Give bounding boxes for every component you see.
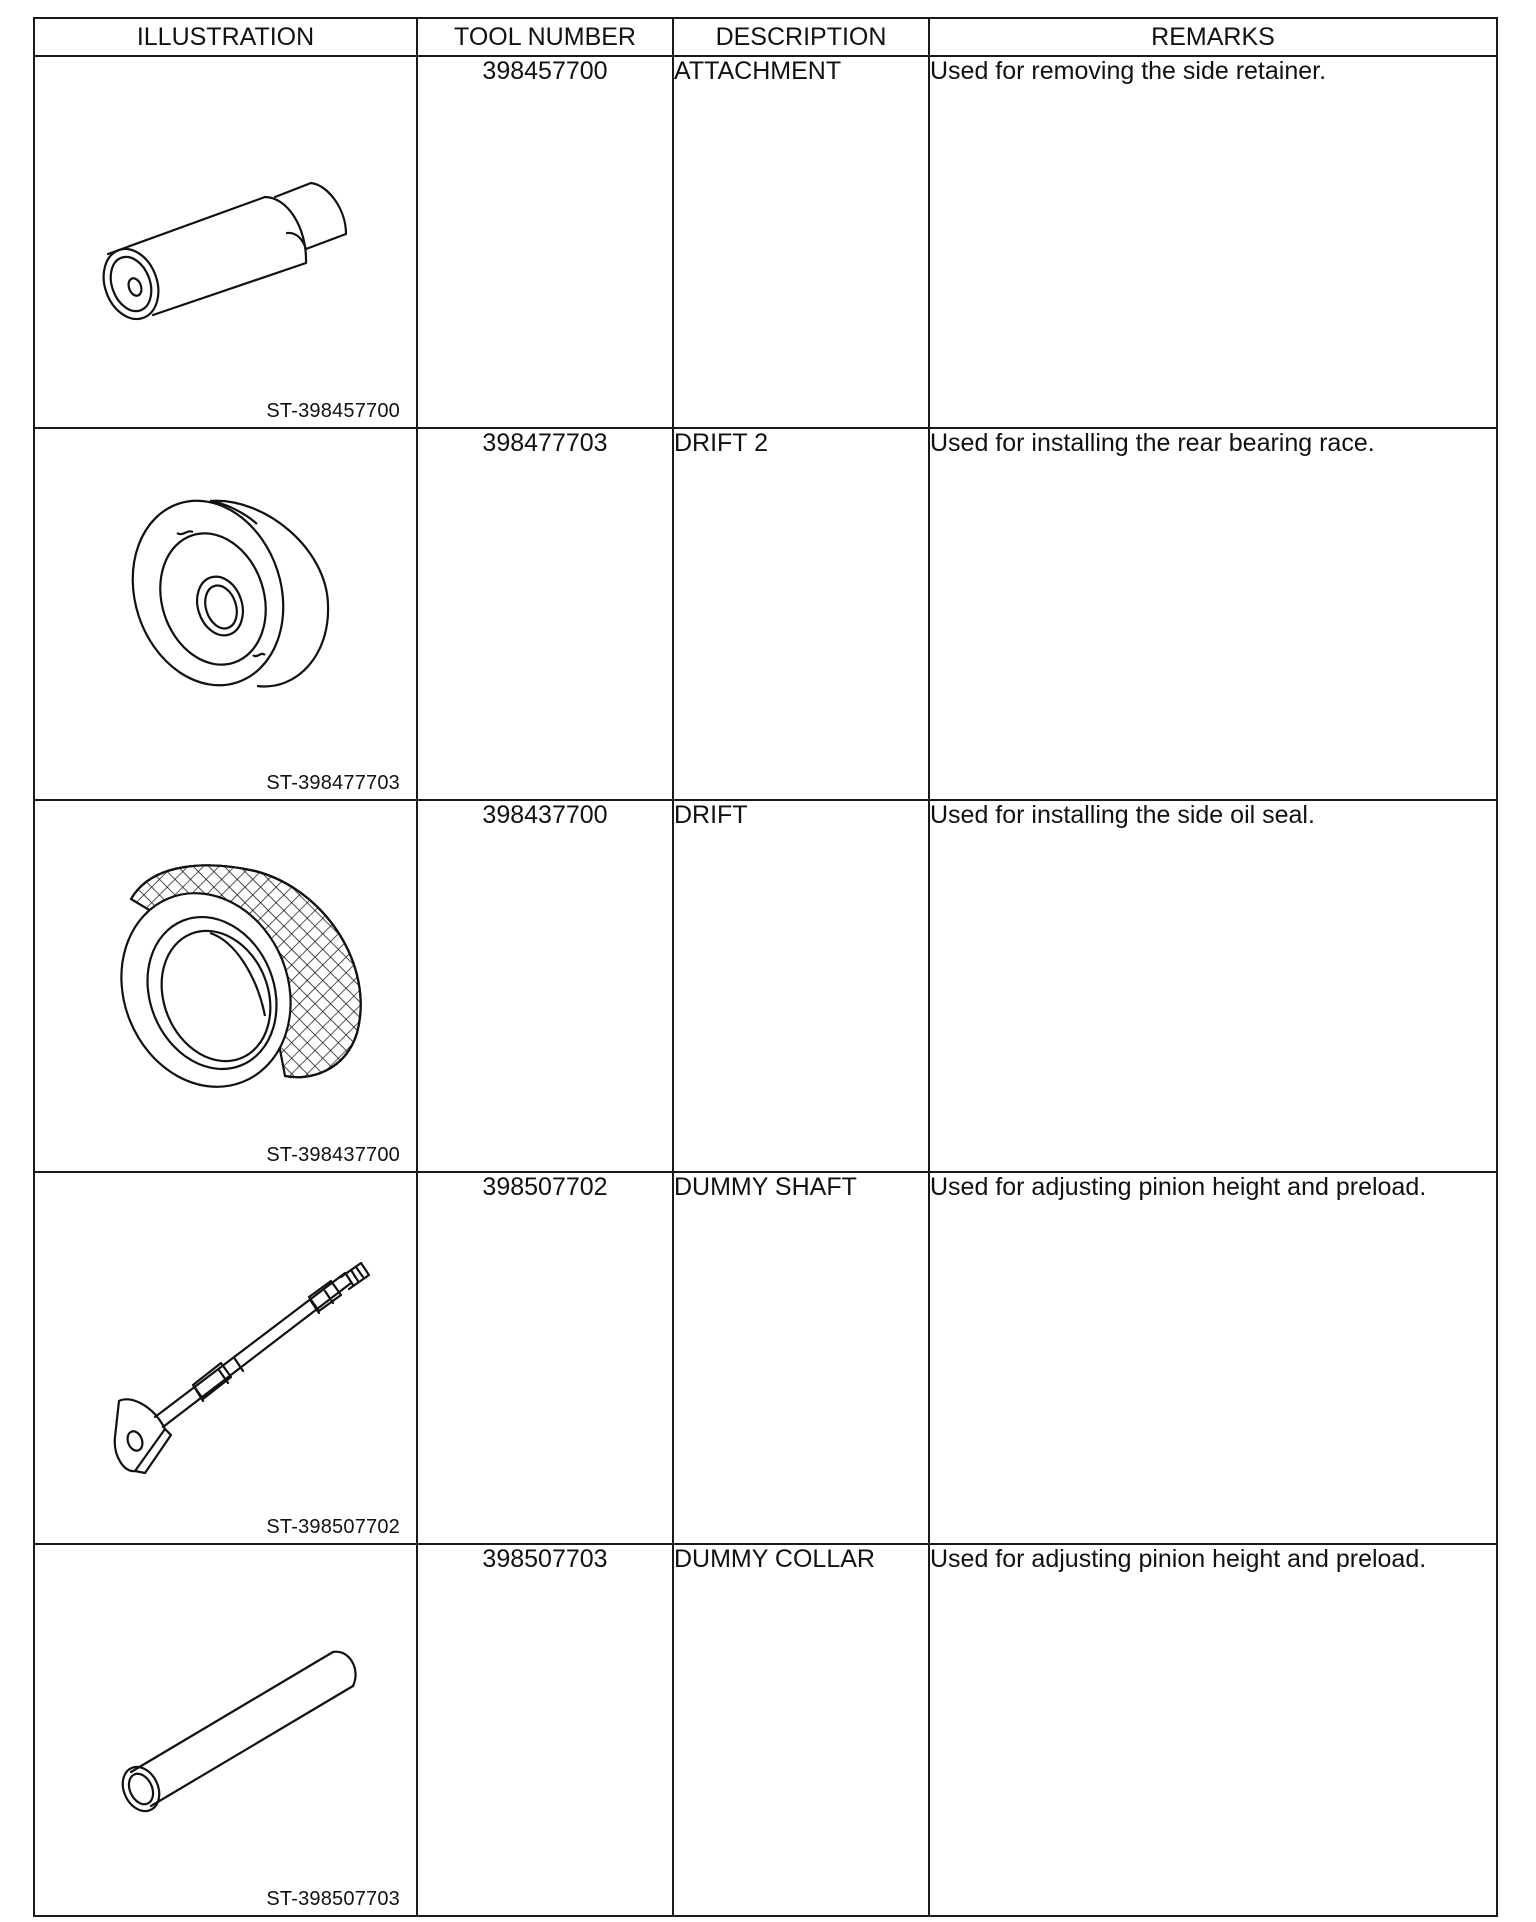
description-cell bbox=[673, 800, 929, 1172]
illustration-code: ST-398437700 bbox=[266, 1144, 400, 1166]
header-illustration: ILLUSTRATION bbox=[34, 18, 417, 56]
illustration-cell bbox=[34, 1172, 417, 1544]
description-cell bbox=[673, 1172, 929, 1544]
drift-disc-icon bbox=[35, 429, 418, 799]
illustration-code: ST-398507702 bbox=[266, 1516, 400, 1538]
description: DRIFT bbox=[674, 801, 748, 829]
dummy-shaft-icon bbox=[35, 1173, 418, 1543]
illustration-code: ST-398507703 bbox=[266, 1888, 400, 1910]
description: DUMMY COLLAR bbox=[674, 1545, 875, 1573]
remarks-cell bbox=[929, 1544, 1497, 1916]
description-cell bbox=[673, 56, 929, 428]
illustration-cell bbox=[34, 56, 417, 428]
tool-number-cell bbox=[417, 800, 673, 1172]
illustration-code: ST-398457700 bbox=[266, 400, 400, 422]
description: ATTACHMENT bbox=[674, 57, 842, 85]
illustration-cell bbox=[34, 1544, 417, 1916]
remarks: Used for adjusting pinion height and preload. bbox=[930, 1545, 1427, 1573]
remarks-cell bbox=[929, 56, 1497, 428]
tool-number-cell bbox=[417, 1172, 673, 1544]
description: DRIFT 2 bbox=[674, 429, 768, 457]
remarks-cell bbox=[929, 1172, 1497, 1544]
table-header-row bbox=[34, 18, 1497, 56]
description-cell bbox=[673, 428, 929, 800]
table-row bbox=[34, 800, 1497, 1172]
illustration-cell bbox=[34, 428, 417, 800]
remarks: Used for adjusting pinion height and preload. bbox=[930, 1173, 1427, 1201]
tool-number: 398437700 bbox=[482, 801, 608, 829]
header-tool-number: TOOL NUMBER bbox=[417, 18, 673, 56]
tool-number-cell bbox=[417, 428, 673, 800]
attachment-cylinder-icon bbox=[35, 57, 418, 427]
remarks: Used for removing the side retainer. bbox=[930, 57, 1327, 85]
table-row bbox=[34, 1172, 1497, 1544]
illustration-code: ST-398477703 bbox=[266, 772, 400, 794]
tool-number-cell bbox=[417, 56, 673, 428]
knurled-drift-icon bbox=[35, 801, 418, 1171]
header-remarks: REMARKS bbox=[929, 18, 1497, 56]
illustration-cell bbox=[34, 800, 417, 1172]
description-cell bbox=[673, 1544, 929, 1916]
tool-number: 398477703 bbox=[482, 429, 608, 457]
table-row bbox=[34, 428, 1497, 800]
table-row bbox=[34, 56, 1497, 428]
dummy-collar-icon bbox=[35, 1545, 418, 1915]
remarks-cell bbox=[929, 800, 1497, 1172]
description: DUMMY SHAFT bbox=[674, 1173, 857, 1201]
tool-number: 398457700 bbox=[482, 57, 608, 85]
tool-number: 398507703 bbox=[482, 1545, 608, 1573]
tool-number-cell bbox=[417, 1544, 673, 1916]
table-row bbox=[34, 1544, 1497, 1916]
remarks: Used for installing the side oil seal. bbox=[930, 801, 1315, 829]
special-tools-table bbox=[33, 17, 1498, 1917]
remarks-cell bbox=[929, 428, 1497, 800]
tool-number: 398507702 bbox=[482, 1173, 608, 1201]
header-description: DESCRIPTION bbox=[673, 18, 929, 56]
remarks: Used for installing the rear bearing race. bbox=[930, 429, 1375, 457]
